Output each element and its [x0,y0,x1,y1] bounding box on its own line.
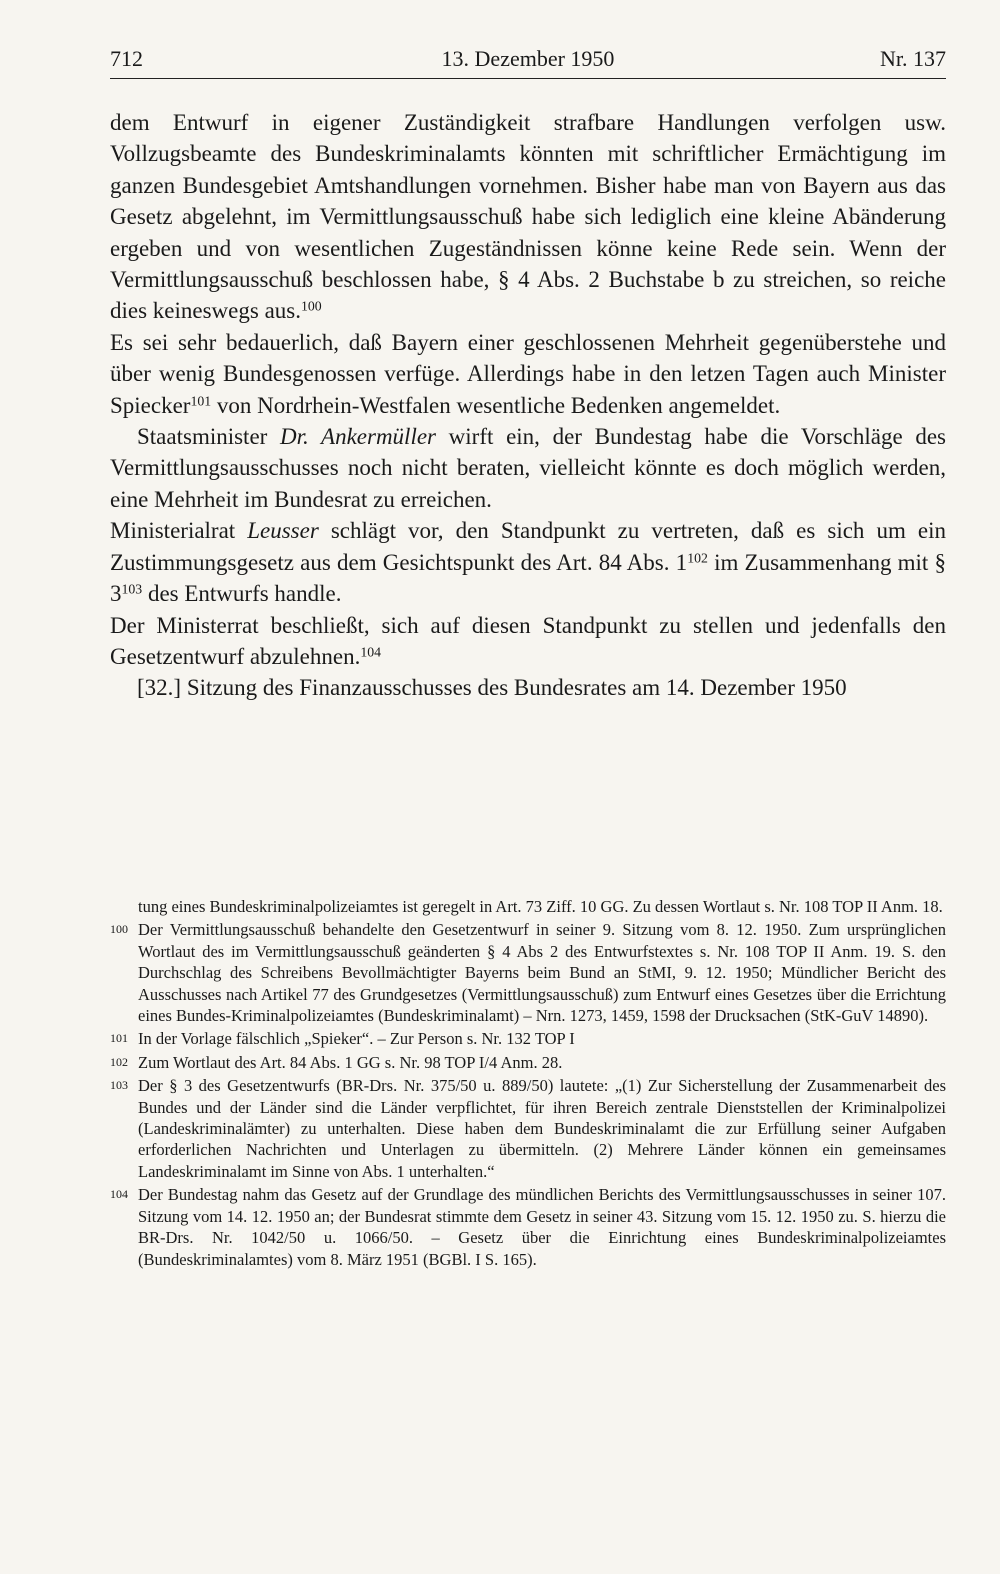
footnote-text: Zum Wortlaut des Art. 84 Abs. 1 GG s. Nr. 98 TOP I/4 Anm. 28. [138,1052,563,1072]
paragraph-text: [32.] Sitzung des Finanzausschusses des Bundesrates am 14. Dezember 1950 [137,675,847,701]
footnote-text: tung eines Bundeskriminalpolizeiamtes ist geregelt in Art. 73 Ziff. 10 GG. Zu dessen Wortlaut s. Nr. 108 TOP II Anm. 18. [138,897,943,916]
main-text [110,107,946,704]
footnote-ref: 102 [687,550,708,566]
footnote-number: 104 [110,1187,128,1202]
paragraph [110,327,946,421]
footnote-ref: 103 [121,581,143,597]
speaker-name: Dr. Ankermüller [280,424,436,450]
footnote-text: In der Vorlage fälschlich „Spieker“. – Zur Person s. Nr. 132 TOP I [138,1029,575,1049]
footnote [110,1052,946,1073]
page-number: 712 [110,46,143,71]
footnote [110,1184,946,1270]
paragraph [110,515,946,609]
paragraph [110,421,946,515]
agenda-item [110,672,946,703]
paragraph [110,107,946,327]
footnote [110,1075,946,1182]
paragraph-text: des Entwurfs handle. [142,581,342,607]
footnote-continuation [110,896,946,917]
footnote-text: Der § 3 des Gesetzentwurfs (BR-Drs. Nr. 375/50 u. 889/50) lautete: „(1) Zur Sicherstellung der Zusammenarbeit des Bundes und der Länder sind die Länder verpflichtet, für ihren Bereich zentrale Dienststellen der Kriminalpolizei (Landeskriminalämter) zu unterhalten. Diese haben dem Bundeskriminalamt die zur Erfüllung seiner Aufgaben erforderlichen Nachrichten und Unterlagen zu übermitteln. (2) Mehrere Länder können ein gemeinsames Landeskriminalamt im Sinne von Abs. 1 unterhalten.“ [138,1076,946,1181]
paragraph-text: Der Ministerrat beschließt, sich auf diesen Standpunkt zu stellen und jedenfalls den Gesetzentwurf abzulehnen. [110,612,946,669]
footnote-text: Der Bundestag nahm das Gesetz auf der Grundlage des mündlichen Berichts des Vermittlungsausschusses in seiner 107. Sitzung vom 14. 12. 1950 an; der Bundesrat stimmte dem Gesetz in seiner 43. Sitzung vom 15. 12. 1950 zu. S. hierzu die BR-Drs. Nr. 1042/50 u. 1066/50. – Gesetz über die Einrichtung eines Bundeskriminalpolizeiamtes (Bundeskriminalamtes) vom 8. März 1951 (BGBl. I S. 165). [138,1185,946,1269]
paragraph-text: Es sei sehr bedauerlich, daß Bayern einer geschlossenen Mehrheit gegenüberstehe und über wenig Bundesgenossen verfüge. Allerdings habe in den letzen Tagen auch Minister Spiecker [110,329,946,418]
document-page [110,0,946,1574]
footnote-number: 101 [110,1031,128,1046]
footnote-text: Der Vermittlungsausschuß behandelte den Gesetzentwurf in seiner 9. Sitzung vom 8. 12. 1950. Zum ursprünglichen Wortlaut des im Vermittlungsausschuß geänderten § 4 Abs 2 des Entwurfstextes s. Nr. 108 TOP II Anm. 19. S. den Durchschlag des Schreibens Bevollmächtigter Bayerns beim Bund an StMI, 9. 12. 1950; Mündlicher Bericht des Ausschusses nach Artikel 77 des Grundgesetzes (Vermittlungsausschuß) zum Entwurf eines Gesetzes über die Errichtung eines Bundes-Kriminalpolizeiamtes (Bundeskriminalamt) – Nrn. 1273, 1459, 1598 der Drucksachen (StK-GuV 14890). [138,920,946,1026]
footnote-number: 100 [110,922,128,937]
document-number: Nr. 137 [880,46,946,71]
paragraph-text: im Zusammenhang mit § 3 [110,549,946,607]
paragraph-text: schlägt vor, den Standpunkt zu vertreten, daß es sich um ein Zustimmungsgesetz aus dem Gesichtspunkt des Art. 84 Abs. 1 [110,518,946,575]
paragraph-text: Ministerialrat [110,518,248,544]
speaker-name: Leusser [247,518,319,544]
paragraph [110,610,946,673]
running-header [110,44,946,79]
footnote [110,919,946,1026]
footnote-ref: 100 [301,298,322,314]
paragraph-text: von Nordrhein-Westfalen wesentliche Bedenken angemeldet. [211,392,781,418]
footnote-ref: 101 [190,393,212,409]
paragraph-text: wirft ein, der Bundestag habe die Vorschläge des Vermittlungsausschusses noch nicht beraten, vielleicht könnte es doch möglich werden, eine Mehrheit im Bundesrat zu erreichen. [110,424,946,512]
footnote-ref: 104 [360,644,382,660]
paragraph-text: dem Entwurf in eigener Zuständigkeit strafbare Handlungen verfolgen usw. Vollzugsbeamte des Bundeskriminalamts könnten mit schriftlicher Ermächtigung im ganzen Bundesgebiet Amtshandlungen vornehmen. Bisher habe man von Bayern aus das Gesetz abgelehnt, im Vermittlungsausschuß habe sich lediglich eine kleine Abänderung ergeben und von wesentlichen Zugeständnissen könne keine Rede sein. Wenn der Vermittlungsausschuß beschlossen habe, § 4 Abs. 2 Buchstabe b zu streichen, so reiche dies keineswegs aus. [110,110,946,324]
header-date: 13. Dezember 1950 [441,46,615,71]
footnote-number: 102 [110,1054,128,1069]
footnotes [110,896,946,1272]
footnote [110,1028,946,1049]
footnote-number: 103 [110,1078,128,1093]
paragraph-text: Staatsminister [137,424,280,450]
